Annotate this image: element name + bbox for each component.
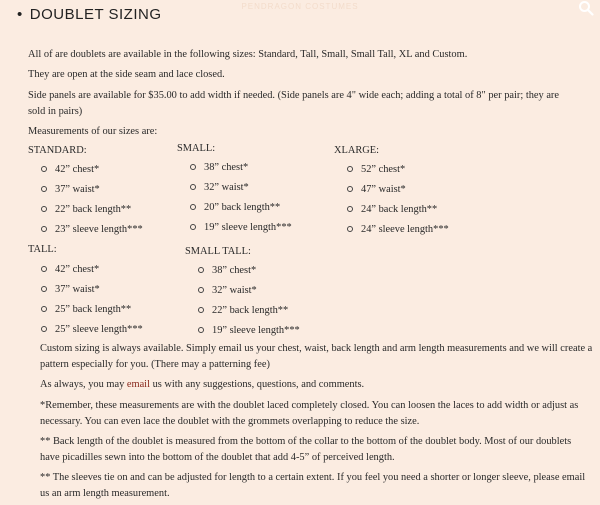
intro-line: sold in pairs) [28, 106, 83, 117]
list-item: 32” waist* [198, 281, 300, 301]
custom-line: pattern especially for you. (There may a patterning fee) [40, 359, 270, 370]
size-list-small [190, 158, 292, 238]
list-item: 37” waist* [41, 180, 143, 200]
search-icon[interactable] [578, 0, 594, 16]
list-item: 23” sleeve length*** [41, 220, 143, 240]
size-list-xlarge [347, 160, 449, 240]
list-item: 25” back length** [41, 300, 143, 320]
size-label-small-tall: SMALL TALL: [185, 246, 251, 257]
note-line: necessary. You can even lace the doublet with the grommets overlapping to reduce the size. [40, 416, 420, 427]
note-line: ** The sleeves tie on and can be adjusted for length to a certain extent. If you feel you need a shorter or longer sleeve, please email [40, 472, 586, 483]
list-item: 42” chest* [41, 160, 143, 180]
list-item: 22” back length** [41, 200, 143, 220]
list-item: 24” back length** [347, 200, 449, 220]
note-line: *Remember, these measurements are with the doublet laced completely closed. You can loosen the laces to add width or adjust as [40, 400, 579, 411]
size-label-standard: STANDARD: [28, 145, 87, 156]
size-list-small-tall [198, 261, 300, 341]
contact-line: As always, you may email us with any suggestions, questions, and comments. [40, 379, 365, 390]
size-label-small: SMALL: [177, 143, 216, 154]
size-list-tall [41, 260, 143, 340]
bullet-icon: • [17, 6, 23, 23]
list-item: 20” back length** [190, 198, 292, 218]
note-line: have picadilles sewn into the bottom of the doublet that add 4-5” of perceived length. [40, 452, 395, 463]
email-link[interactable]: email [126, 379, 150, 390]
list-item: 19” sleeve length*** [198, 321, 300, 341]
list-item: 52” chest* [347, 160, 449, 180]
list-item: 37” waist* [41, 280, 143, 300]
custom-line: Custom sizing is always available. Simply email us your chest, waist, back length and arm length measurements and we will create a [40, 343, 593, 354]
list-item: 42” chest* [41, 260, 143, 280]
list-item: 47” waist* [347, 180, 449, 200]
size-label-tall: TALL: [28, 244, 57, 255]
size-label-xlarge: XLARGE: [334, 145, 380, 156]
list-item: 19” sleeve length*** [190, 218, 292, 238]
size-list-standard [41, 160, 143, 240]
page-title-text: DOUBLET SIZING [29, 6, 162, 23]
site-name[interactable]: PENDRAGON COSTUMES [241, 2, 359, 11]
list-item: 32” waist* [190, 178, 292, 198]
list-item: 24” sleeve length*** [347, 220, 449, 240]
list-item: 38” chest* [198, 261, 300, 281]
list-item: 25” sleeve length*** [41, 320, 143, 340]
intro-line: Side panels are available for $35.00 to add width if needed. (Side panels are 4" wide each; adding a total of 8" per pair; they are [28, 90, 559, 101]
list-item: 22” back length** [198, 301, 300, 321]
list-item: 38” chest* [190, 158, 292, 178]
page-title [17, 6, 162, 23]
note-line: us an arm length measurement. [40, 488, 170, 499]
note-line: ** Back length of the doublet is measured from the bottom of the collar to the bottom of the doublet body. Most of our doublets [40, 436, 572, 447]
intro-line: Measurements of our sizes are: [28, 126, 158, 137]
intro-line: All of are doublets are available in the following sizes: Standard, Tall, Small, Small Tall, XL and Custom. [28, 49, 468, 60]
intro-line: They are open at the side seam and lace closed. [28, 69, 225, 80]
top-bar [0, 0, 600, 28]
